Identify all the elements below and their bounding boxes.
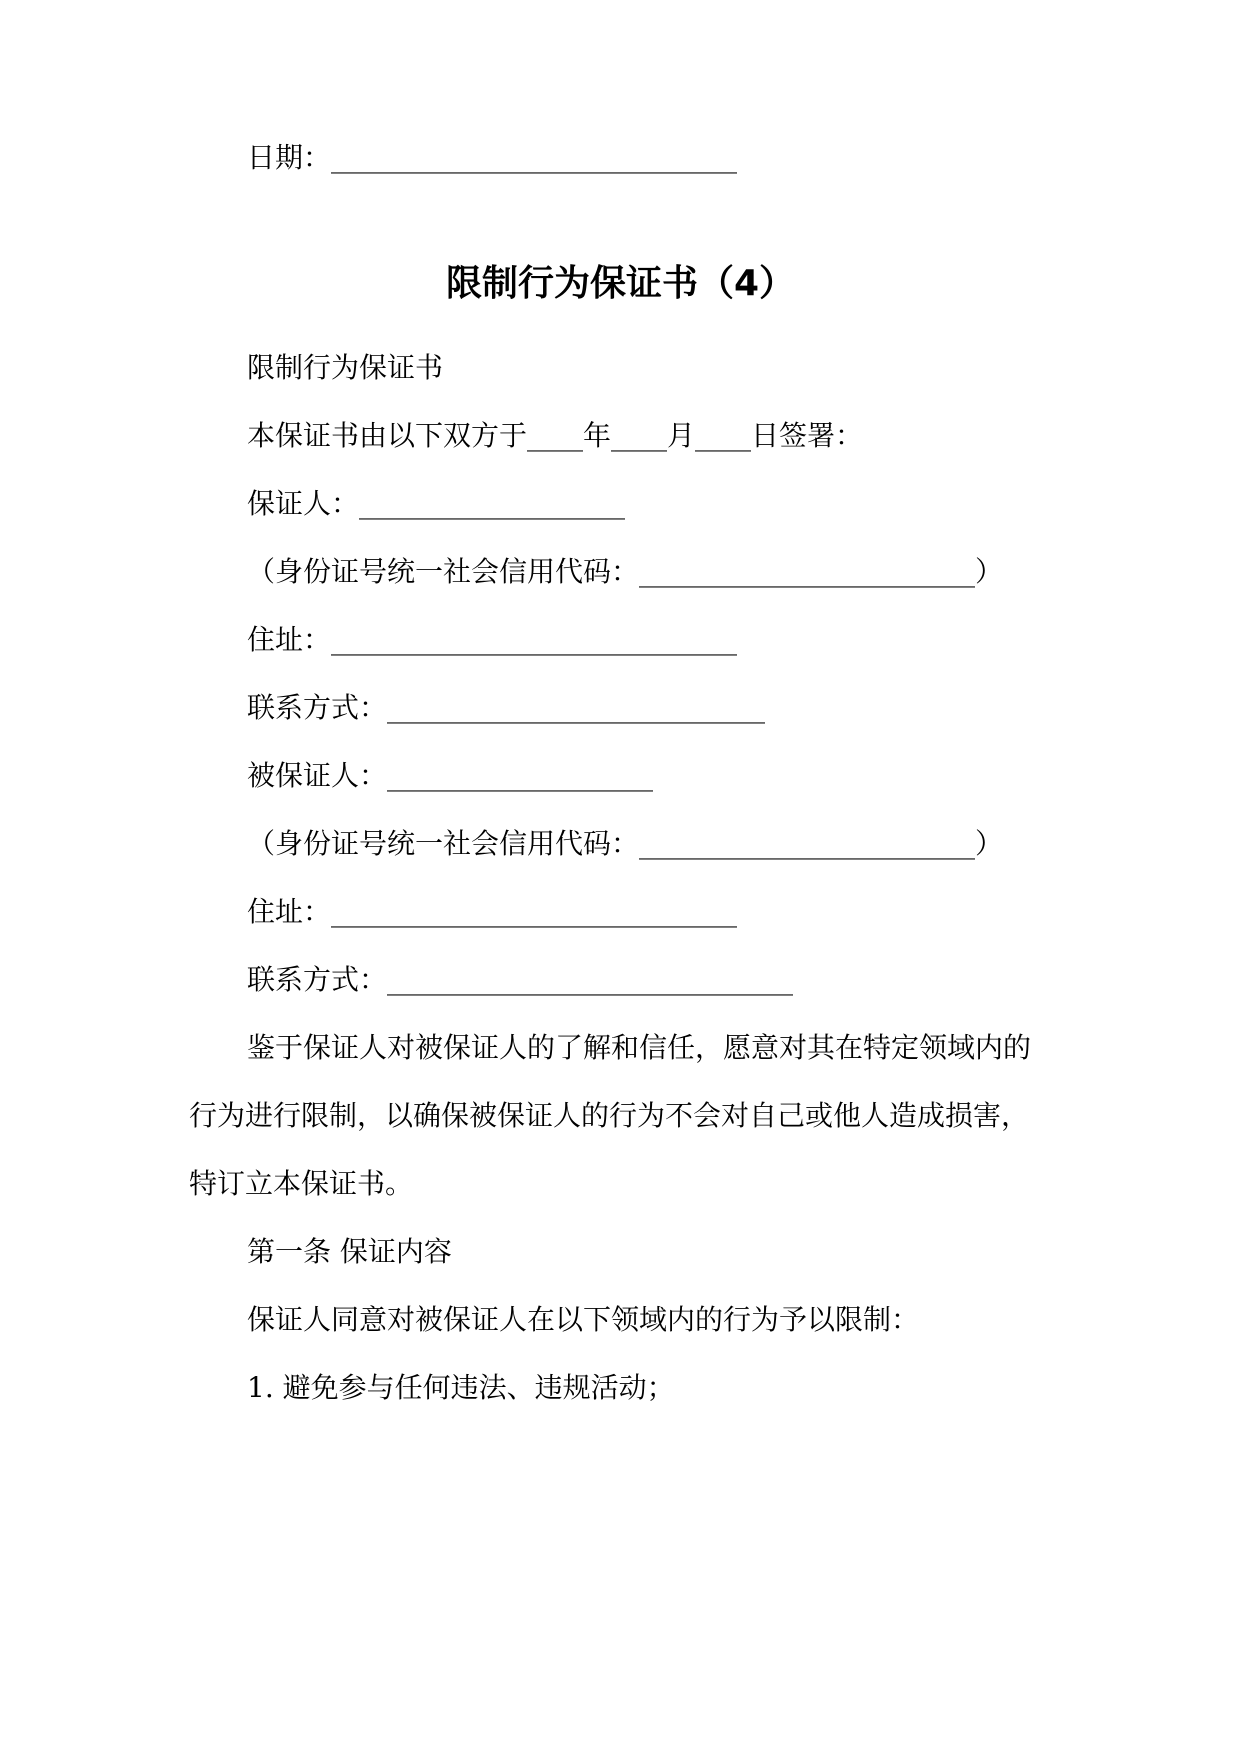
guarantor-name-line: 保证人：___________________ [247,487,626,520]
article1-heading: 第一条 保证内容 [247,1235,452,1268]
guaranteed-name-line: 被保证人：___________________ [247,759,654,792]
intro-line: 本保证书由以下双方于____年____月____日签署： [247,419,864,452]
article1-intro: 保证人同意对被保证人在以下领域内的行为予以限制： [247,1303,920,1336]
guaranteed-contact-line: 联系方式：_____________________________ [247,963,794,996]
preamble-line-2: 行为进行限制，以确保被保证人的行为不会对自己或他人造成损害， [189,1099,1030,1132]
guaranteed-id-line: （身份证号统一社会信用代码：________________________） [247,827,1004,860]
guaranteed-address-line: 住址：_____________________________ [247,895,738,928]
date-line: 日期：_____________________________ [247,141,738,174]
preamble-line-1: 鉴于保证人对被保证人的了解和信任，愿意对其在特定领域内的 [247,1031,1032,1064]
document-subtitle: 限制行为保证书 [247,351,444,384]
article1-item-1: 1. 避免参与任何违法、违规活动； [247,1371,675,1404]
guarantor-contact-line: 联系方式：___________________________ [247,691,766,724]
guarantor-id-line: （身份证号统一社会信用代码：________________________） [247,555,1004,588]
document-title: 限制行为保证书（4） [445,263,796,304]
preamble-line-3: 特订立本保证书。 [189,1167,414,1200]
guarantor-address-line: 住址：_____________________________ [247,623,738,656]
